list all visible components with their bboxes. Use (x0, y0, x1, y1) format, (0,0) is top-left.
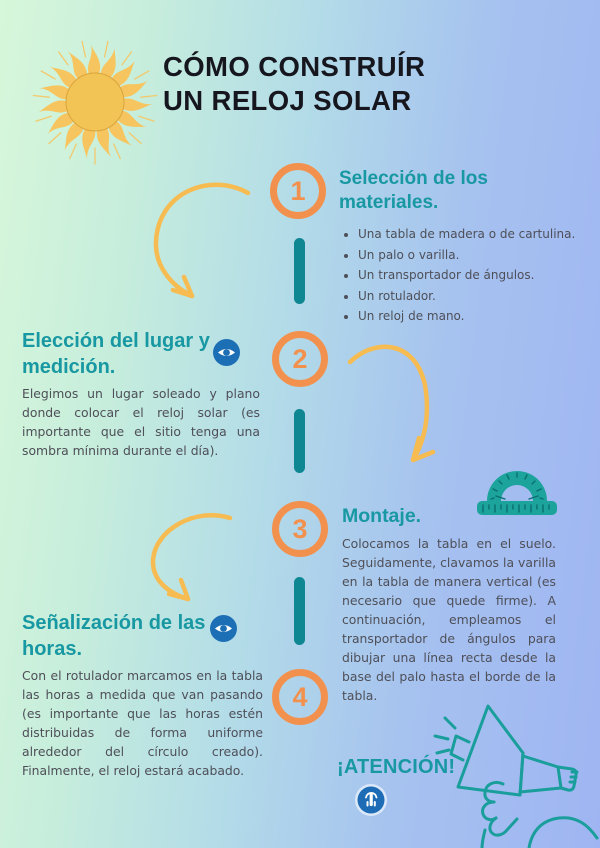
step-3-badge (272, 501, 328, 557)
eye-icon[interactable] (213, 339, 240, 366)
timeline-connector-2 (294, 409, 305, 473)
tap-icon[interactable] (354, 783, 388, 817)
step-2-number: 2 (292, 343, 308, 374)
step-3-number: 3 (292, 513, 308, 544)
step-2-badge (272, 331, 328, 387)
attention-label: ¡ATENCIÓN! (337, 756, 456, 778)
step-1-heading: Selección de los materiales. (339, 168, 488, 213)
sun-icon (15, 22, 175, 182)
curved-arrow-icon-3 (140, 505, 240, 610)
eye-icon[interactable] (210, 615, 237, 642)
curved-arrow-icon-1 (140, 170, 260, 305)
materials-list (344, 226, 598, 329)
megaphone-icon (425, 680, 600, 848)
protractor-icon (477, 455, 557, 517)
section-senalizacion-heading: Señalización de las horas. (22, 612, 206, 660)
list-item: • Un transportador de ángulos. (358, 267, 598, 285)
page-title-line1: CÓMO CONSTRUÍR (163, 51, 426, 82)
section-senalizacion-body: Con el rotulador marcamos en la tabla las horas a medida que van pasando (es importante que las horas estén distribuidas de forma uniforme alrededor del círculo creado). Finalmente, el reloj estará acabado. (22, 668, 263, 778)
step-4-badge (272, 669, 328, 725)
curved-arrow-icon-2 (345, 330, 440, 470)
section-eleccion-body: Elegimos un lugar soleado y plano donde colocar el reloj solar (es importante que el sitio tenga una sombra mínima durante el día). (22, 386, 260, 458)
list-item: • Un rotulador. (358, 288, 598, 306)
list-item: • Un palo o varilla. (358, 247, 598, 265)
step-3-heading: Montaje. (342, 505, 422, 527)
step-1-badge (270, 163, 326, 219)
timeline-connector-1 (294, 238, 305, 304)
page-title (163, 50, 463, 118)
step-3-body: Colocamos la tabla en el suelo. Seguidamente, clavamos la varilla en la tabla de manera vertical (es necesario que quede firme). A continuación, empleamos el transportador de ángulos para dibujar una línea recta desde la base del palo hasta el borde de la tabla. (342, 536, 556, 703)
timeline-connector-3 (294, 577, 305, 645)
step-4-number: 4 (292, 681, 308, 712)
section-eleccion-heading: Elección del lugar y medición. (22, 330, 210, 378)
page-title-line2: UN RELOJ SOLAR (163, 85, 412, 116)
list-item: • Una tabla de madera o de cartulina. (358, 226, 598, 244)
list-item: • Un reloj de mano. (358, 308, 598, 326)
step-1-number: 1 (290, 175, 306, 206)
